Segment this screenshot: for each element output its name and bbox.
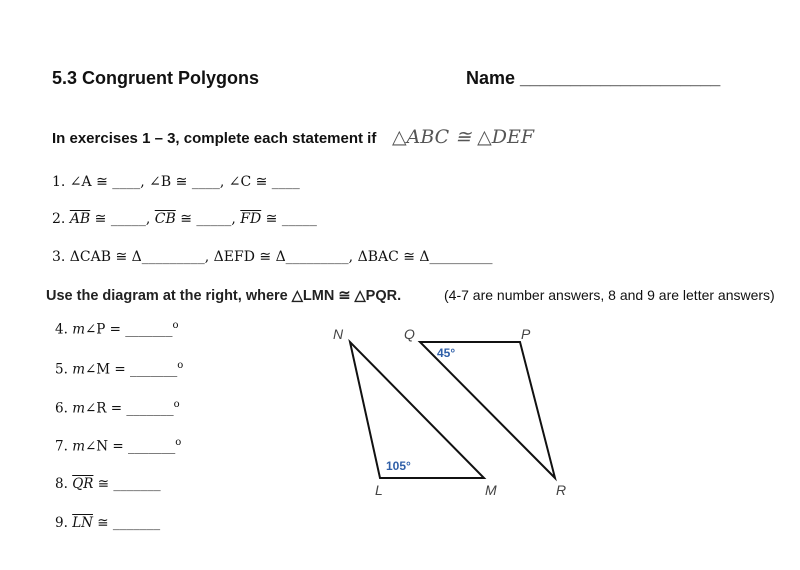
exercise-instruction: In exercises 1 – 3, complete each statement if [52,130,377,147]
blank: ≅ _____, [90,211,155,227]
answer-type-note: (4-7 are number answers, 8 and 9 are letter answers) [444,287,775,303]
vertex-label-n: N [333,326,344,342]
diagram-instruction: Use the diagram at the right, where △LMN ≅ △PQR. [46,288,402,304]
question-6: 6. m∠R = _______$^o$ [55,399,180,417]
vertex-label-r: R [556,482,567,498]
vertex-label-q: Q [404,326,415,342]
name-field-label: Name ____________________ [466,68,721,88]
question-9: 9. $\overline{LN}$ ≅ _______ [55,515,161,531]
triangle-pqr [420,342,555,478]
segment-ab: $\overline{AB}$ [69,211,91,227]
segment-fd: $\overline{FD}$ [240,211,262,227]
blank: ≅ _____ [261,211,317,227]
triangle-lmn [350,342,484,478]
exercise-1: 1. ∠A ≅ ____, ∠B ≅ ____, ∠C ≅ ____ [52,174,300,190]
angle-label-45: 45° [437,346,456,360]
question-4: 4. m∠P = _______$^o$ [55,320,179,338]
blank: ≅ _____, [175,211,241,227]
page-title: 5.3 Congruent Polygons [52,68,260,88]
exercise-2-number: 2. [52,211,66,227]
exercise-3: 3. ΔCAB ≅ Δ_________, ΔEFD ≅ Δ_________, ΔBAC ≅ Δ_________ [52,249,493,265]
question-5: 5. m∠M = _______$^o$ [55,360,184,378]
question-8: 8. $\overline{QR}$ ≅ _______ [55,476,161,492]
vertex-label-l: L [375,482,383,498]
angle-label-105: 105° [386,459,411,473]
vertex-label-p: P [521,326,531,342]
vertex-label-m: M [485,482,497,498]
question-7: 7. m∠N = _______$^o$ [55,437,182,455]
congruence-condition: △ABC ≅ △DEF [392,126,535,148]
segment-ln: $\overline{LN}$ [72,515,93,531]
segment-cb: $\overline{CB}$ [154,211,176,227]
segment-qr: $\overline{QR}$ [72,476,94,492]
